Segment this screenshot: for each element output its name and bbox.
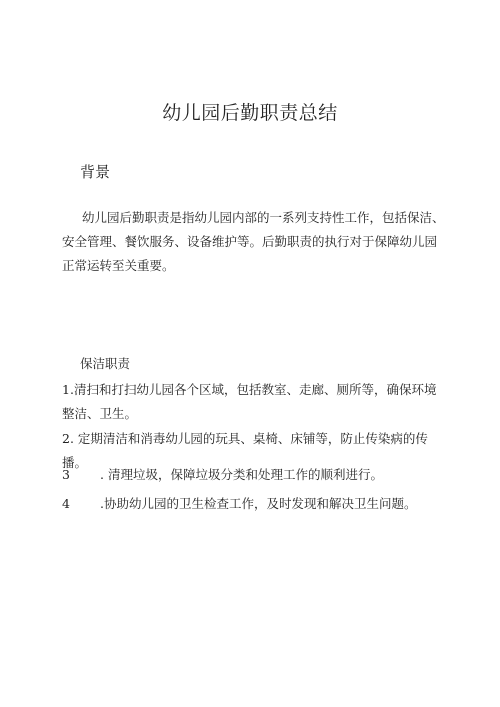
list-item-number: 3 [62,467,70,482]
list-item [62,378,447,426]
list-item-text: . 定期清洁和消毒幼儿园的玩具、桌椅、床铺等，防止传染病的传播。 [62,431,428,470]
background-heading: 背景 [80,163,111,181]
list-item-number: 4 [62,496,70,511]
list-item-text: 清扫和打扫幼儿园各个区域，包括教室、走廊、厕所等，确保环境整洁、卫生。 [62,382,437,421]
cleaning-duties-heading: 保洁职责 [80,356,131,371]
list-item-text: .协助幼儿园的卫生检查工作，及时发现和解决卫生问题。 [100,496,417,511]
list-item-text: . 清理垃圾，保障垃圾分类和处理工作的顺利进行。 [100,467,383,482]
document-title: 幼儿园后勤职责总结 [162,102,338,124]
background-paragraph-text: 幼儿园后勤职责是指幼儿园内部的一系列支持性工作，包括保洁、安全管理、餐饮服务、设备维护等。后勤职责的执行对于保障幼儿园正常运转至关重要。 [62,210,445,273]
list-item-number: 1. [62,382,74,397]
background-paragraph [62,206,447,278]
list-item [62,492,447,516]
list-item [62,463,447,487]
list-item-number: 2 [62,431,70,446]
